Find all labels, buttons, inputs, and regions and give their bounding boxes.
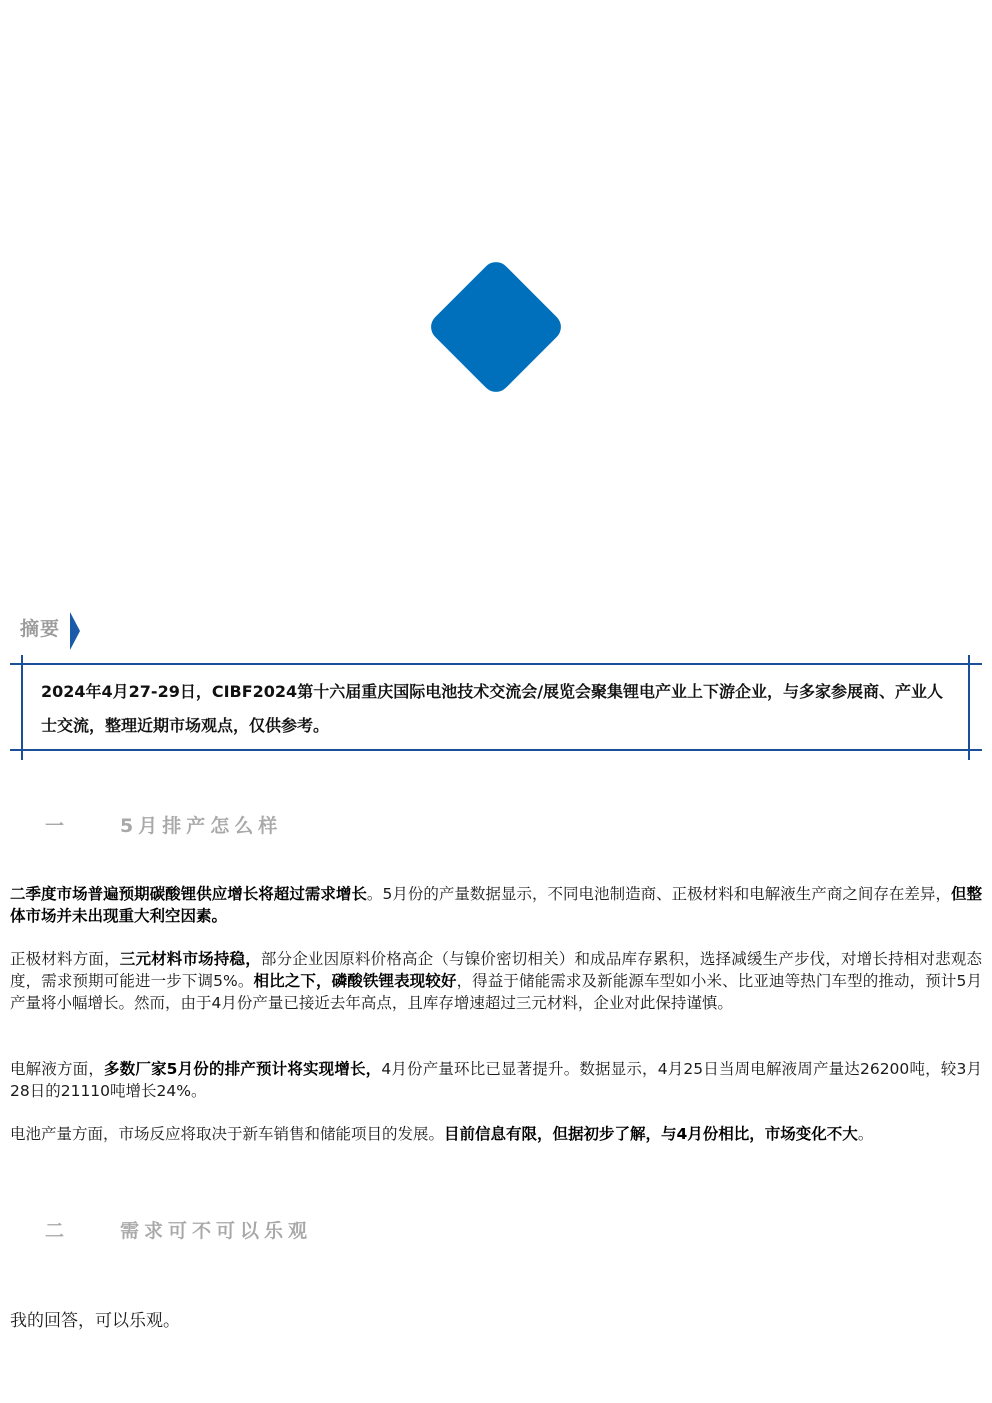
bold-text: 但整体市场并未出现重大利空因素。 (10, 885, 982, 925)
section-2-title: 需求可不可以乐观 (120, 1220, 313, 1242)
abstract-text: 2024年4月27-29日，CIBF2024第十六届重庆国际电池技术交流会/展览会聚集锂电产业上下游企业，与多家参展商、产业人士交流，整理近期市场观点，仅供参考。 (41, 682, 944, 735)
section-1-paragraph-3 (10, 1058, 982, 1102)
body-text: ，得益于储能需求及新能源车型如小米、比亚迪等热门车型的推动，预计5月产量将小幅增长。然而，由于4月份产量已接近去年高点，且库存增速超过三元材料，企业对此保持谨慎。 (10, 972, 982, 1012)
abstract-box-top-border (10, 663, 982, 665)
bold-text: 二季度市场普遍预期碳酸锂供应增长将超过需求增长 (10, 885, 367, 903)
section-1-paragraph-1 (10, 883, 982, 927)
section-1-paragraph-2 (10, 948, 982, 1014)
abstract-box-bottom-border (10, 749, 982, 751)
body-text: 。 (857, 1125, 874, 1143)
section-1-number: 一 (45, 815, 70, 837)
body-text: 。5月份的产量数据显示，不同电池制造商、正极材料和电解液生产商之间存在差异， (366, 885, 951, 903)
body-text: 电池产量方面，市场反应将取决于新车销售和储能项目的发展。 (10, 1125, 445, 1143)
abstract-box-left-border (21, 655, 23, 760)
bold-text: 多数厂家5月份的排产预计将实现增长， (104, 1060, 382, 1078)
abstract-arrow-icon (70, 612, 80, 650)
section-2-heading (45, 1216, 312, 1243)
body-text: 正极材料方面， (10, 950, 120, 968)
section-1-heading (45, 811, 282, 838)
section-1-paragraph-4 (10, 1123, 982, 1145)
section-2-number: 二 (45, 1220, 70, 1242)
section-1-title: 5月排产怎么样 (120, 815, 283, 837)
body-text: 部分企业因原料价格高企（与镍价密切相关）和成品库存累积，选择减缓生产步伐，对增长持相对悲观态度，需求预期可能进一步下调5%。 (10, 950, 982, 990)
bold-text: 三元材料市场持稳， (119, 950, 261, 968)
body-text: 电解液方面， (10, 1060, 105, 1078)
abstract-label: 摘要 (20, 618, 61, 640)
section-2-paragraph-1: 我的回答，可以乐观。 (10, 1311, 180, 1331)
blue-diamond-logo-icon (425, 256, 566, 397)
body-text: 4月份产量环比已显著提升。数据显示，4月25日当周电解液周产量达26200吨，较3月28日的21110吨增长24%。 (10, 1060, 982, 1100)
abstract-box-right-border (968, 655, 970, 760)
bold-text: 相比之下，磷酸铁锂表现较好 (253, 972, 457, 990)
bold-text: 目前信息有限，但据初步了解，与4月份相比，市场变化不大 (444, 1125, 858, 1143)
